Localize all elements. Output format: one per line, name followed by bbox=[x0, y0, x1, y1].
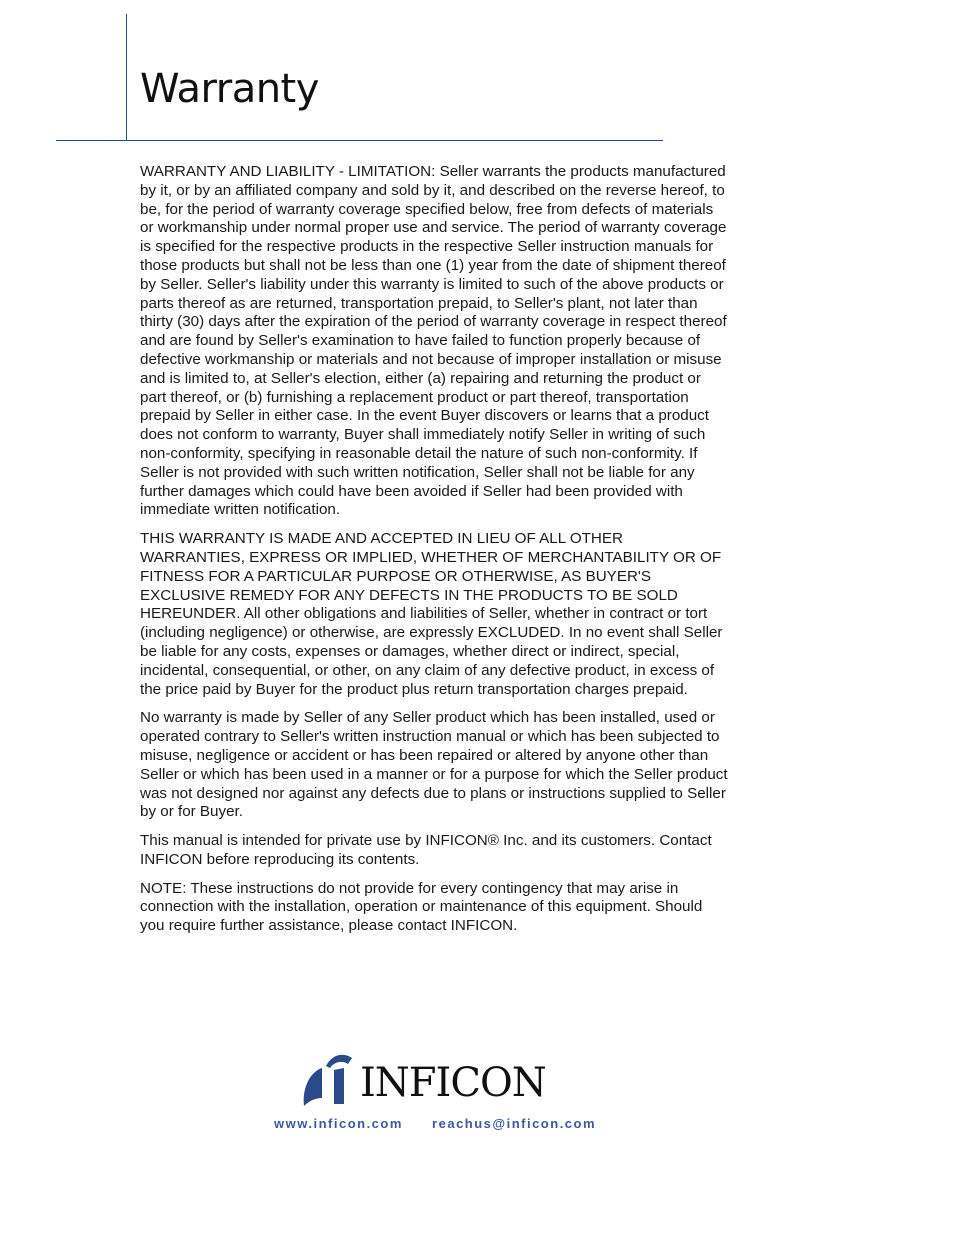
private-use-paragraph: This manual is intended for private use by INFICON® Inc. and its customers. Contact INFICON before reproducing its contents. bbox=[140, 832, 712, 868]
exclusions-paragraph: No warranty is made by Seller of any Seller product which has been installed, used or operated contrary to Seller's written instruction manual or which has been subjected to misuse, negligence or accident or has been repaired or altered by anyone other than Seller or which has been used in a manner or for a purpose for which the Seller product was not designed nor against any defects due to plans or instructions supplied to Seller by or for Buyer. bbox=[140, 709, 728, 821]
disclaimer-paragraph: THIS WARRANTY IS MADE AND ACCEPTED IN LIEU OF ALL OTHER WARRANTIES, EXPRESS OR IMPLIED, WHETHER OF MERCHANTABILITY OR OF FITNESS FOR A PARTICULAR PURPOSE OR OTHERWISE, AS BUYER'S EXCLUSIVE REMEDY FOR ANY DEFECTS IN THE PRODUCTS TO BE SOLD HEREUNDER. All other obligations and liabilities of Seller, whether in contract or tort (including negligence) or otherwise, are expressly EXCLUDED. In no event shall Seller be liable for any costs, expenses or damages, whether direct or indirect, special, incidental, consequential, or other, on any claim of any defective product, in excess of the price paid by Buyer for the product plus return transportation charges prepaid. bbox=[140, 530, 723, 698]
warranty-body bbox=[140, 163, 730, 946]
vertical-rule bbox=[126, 14, 127, 141]
inficon-logo-wordmark: INFICON bbox=[360, 1060, 546, 1106]
website-link[interactable]: www.inficon.com bbox=[274, 1116, 403, 1131]
note-paragraph: NOTE: These instructions do not provide for every contingency that may arise in connection with the installation, operation or maintenance of this equipment. Should you require further assistance, please contact INFICON. bbox=[140, 879, 703, 935]
inficon-logo bbox=[300, 1052, 572, 1108]
horizontal-rule bbox=[56, 140, 663, 141]
email-link[interactable]: reachus@inficon.com bbox=[432, 1116, 597, 1131]
inficon-logo-mark bbox=[304, 1055, 352, 1106]
page-title: Warranty bbox=[140, 66, 319, 112]
contact-links bbox=[274, 1116, 596, 1131]
warranty-paragraph: WARRANTY AND LIABILITY - LIMITATION: Seller warrants the products manufactured by it, or by an affiliated company and sold by it, and described on the reverse hereof, to be, for the period of warranty coverage specified below, free from defects of materials or workmanship under normal proper use and service. The period of warranty coverage is specified for the respective products in the respective Seller instruction manuals for those products but shall not be less than one (1) year from the date of shipment thereof by Seller. Seller's liability under this warranty is limited to such of the above products or parts thereof as are returned, transportation prepaid, to Seller's plant, not later than thirty (30) days after the expiration of the period of warranty coverage in respect thereof and are found by Seller's examination to have failed to function properly because of defective workmanship or materials and not because of improper installation or misuse and is limited to, at Seller's election, either (a) repairing and returning the product or part thereof, or (b) furnishing a replacement product or part thereof, transportation prepaid by Seller in either case. In the event Buyer discovers or learns that a product does not conform to warranty, Buyer shall immediately notify Seller in writing of such non-conformity, specifying in reasonable detail the nature of such non-conformity. If Seller is not provided with such written notification, Seller shall not be liable for any further damages which could have been avoided if Seller had been provided with immediate written notification. bbox=[140, 163, 727, 519]
